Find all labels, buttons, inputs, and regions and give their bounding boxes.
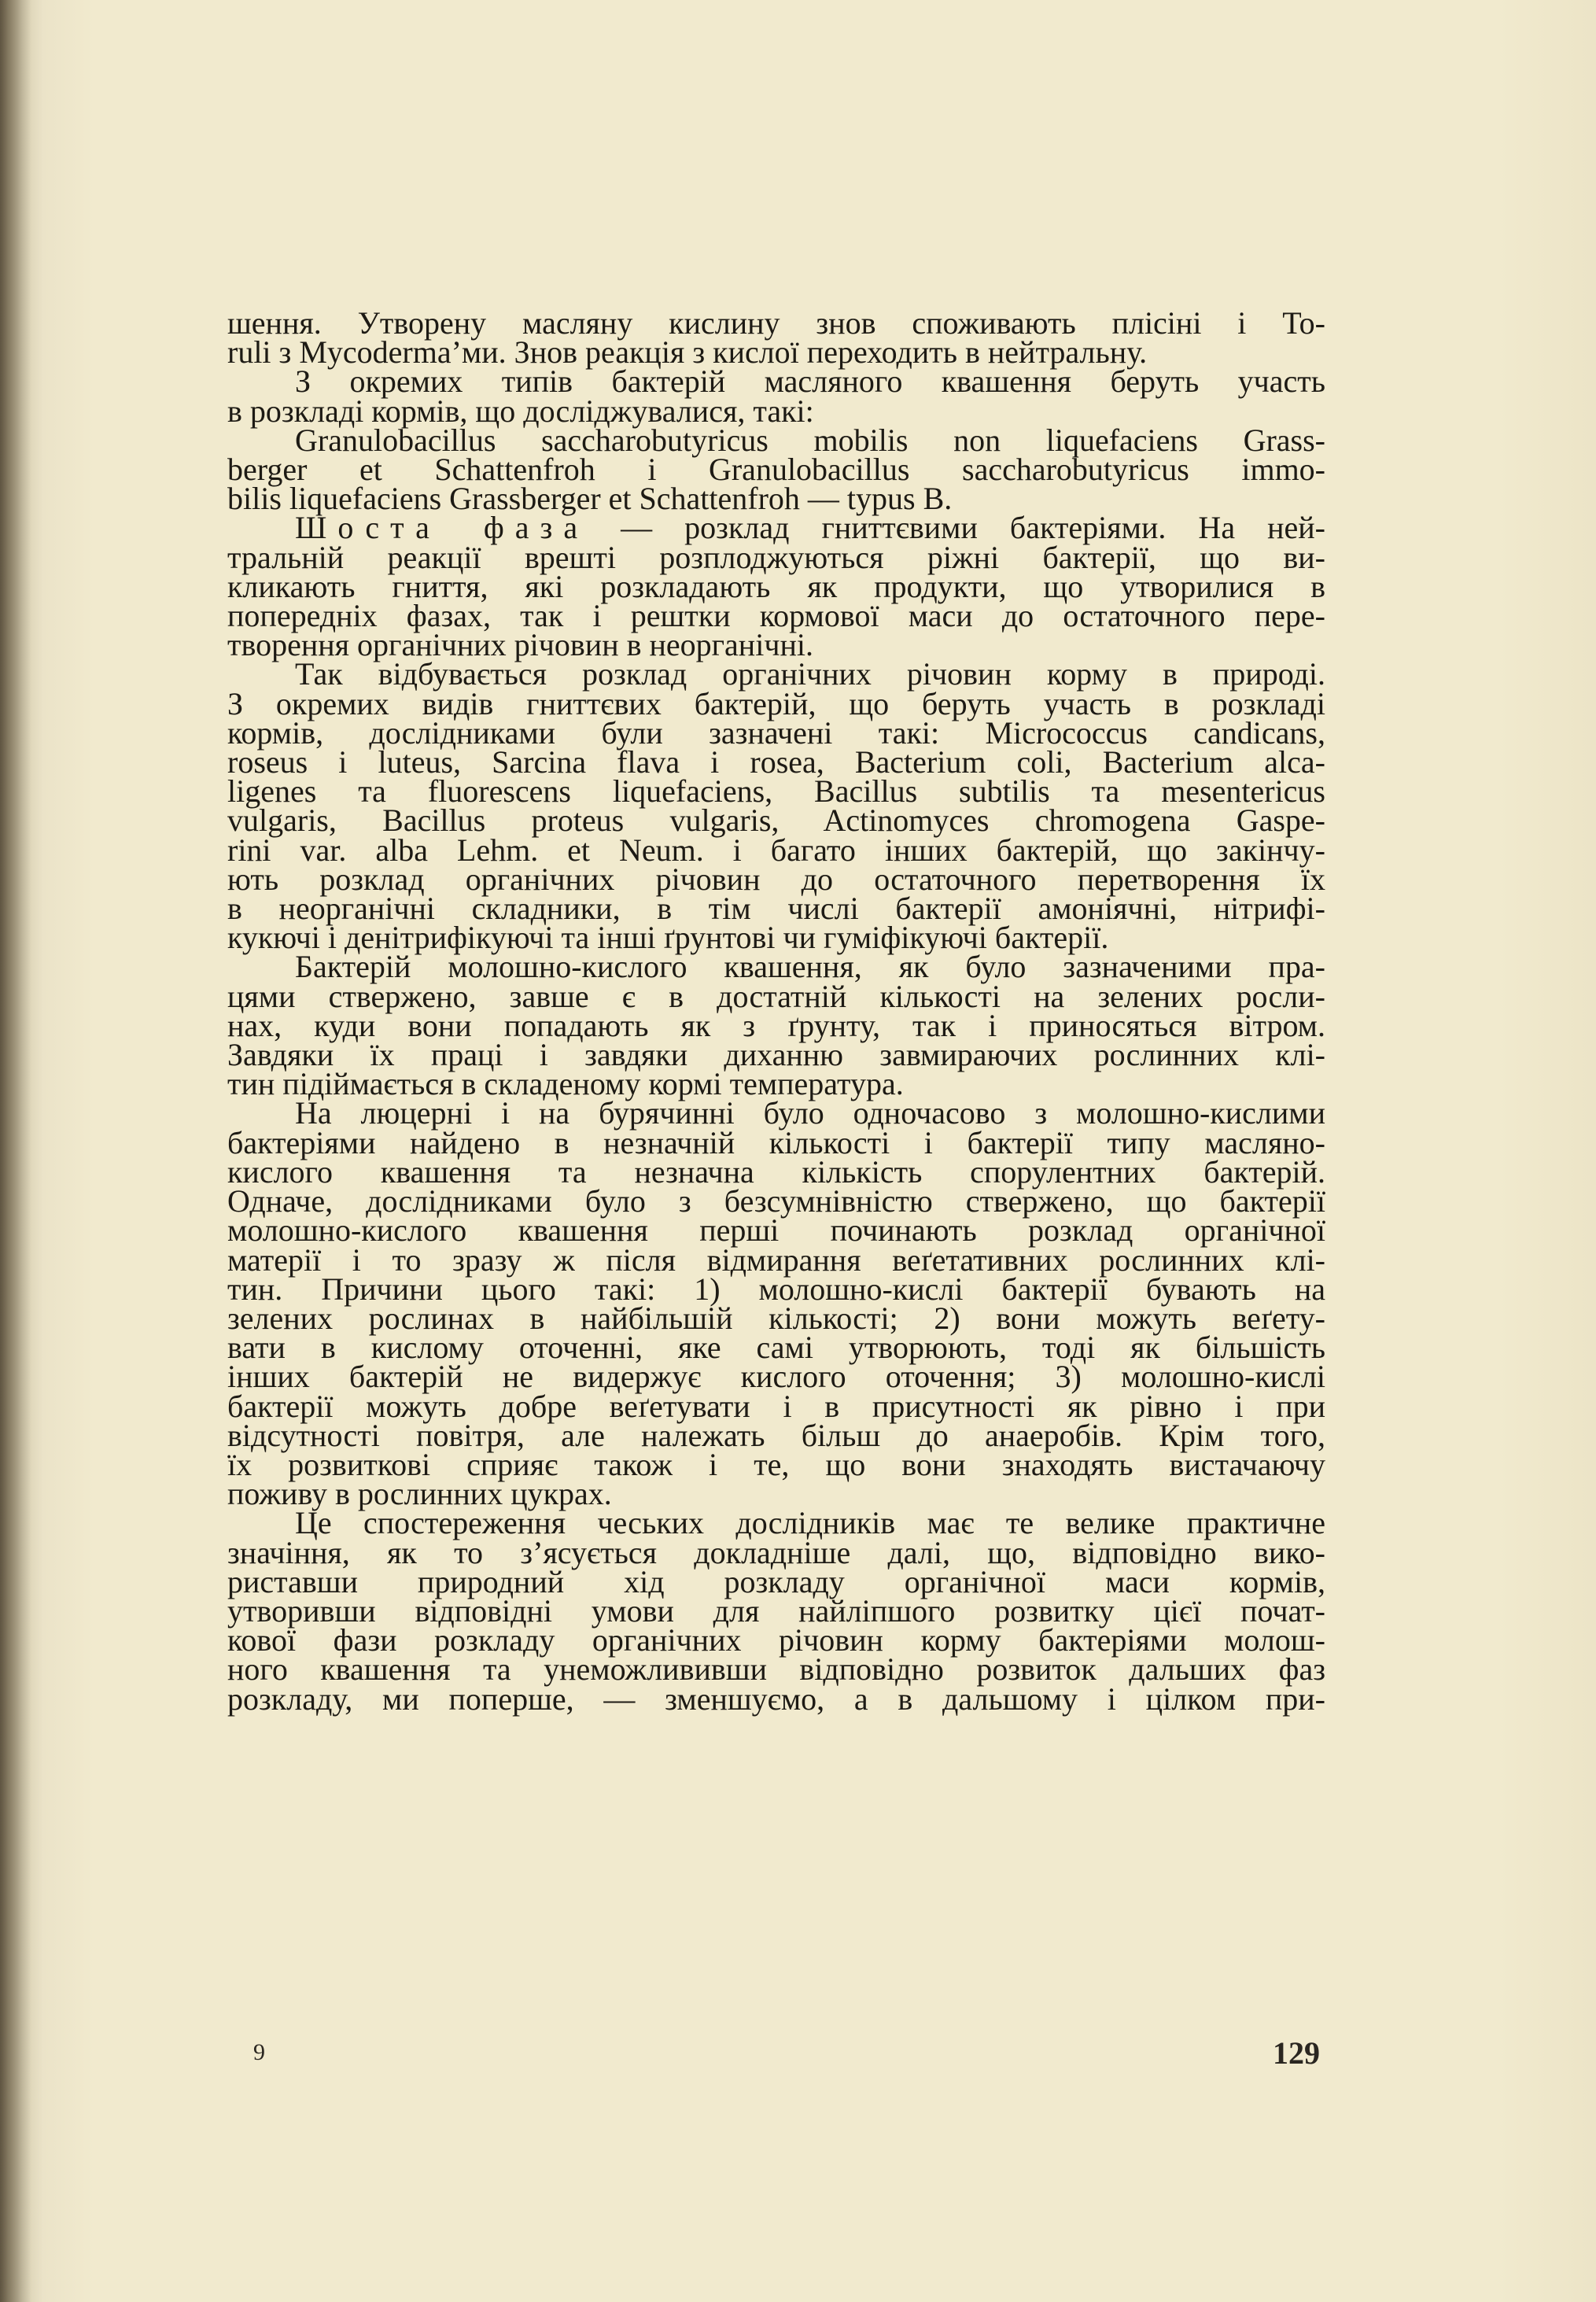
text-line: ють розклад органічних річовин до остаточного перетворення їх xyxy=(227,861,1325,897)
text-line: bilis liquefaciens Grassberger et Schattenfroh — typus B. xyxy=(227,481,953,517)
text-line: інших бактерій не видержує кислого оточення; 3) молошно-кислі xyxy=(227,1359,1325,1395)
text-line: в неорганічні складники, в тім числі бактерії амоніячні, нітрифі- xyxy=(227,891,1325,927)
text-line: ного квашення та унеможлививши відповідно розвиток дальших фаз xyxy=(227,1651,1325,1688)
text-line xyxy=(227,510,1325,546)
paragraph xyxy=(227,656,1325,956)
text-line: Одначе, дослідниками було з безсумнівністю ствержено, що бактерії xyxy=(227,1183,1325,1219)
text-line: ruli з Mycoderma’ми. Знов реакція з кислої переходить в нейтральну. xyxy=(227,334,1148,371)
text-line: зелених рослинах в найбільшій кількості; 2) вони можуть веґету- xyxy=(227,1300,1325,1336)
text-line: Це спостереження чеських дослідників має те велике практичне xyxy=(295,1505,1325,1541)
page-number: 129 xyxy=(1273,2035,1320,2071)
text-line: значіння, як то з’ясується докладніше далі, що, відповідно вико- xyxy=(227,1534,1325,1570)
paragraph xyxy=(227,422,1325,517)
text-line: поживу в рослинних цукрах. xyxy=(227,1476,612,1512)
text-line: кликають гниття, які розкладають як продукти, що утворилися в xyxy=(227,568,1325,604)
text-line: ligenes та fluorescens liquefaciens, Bacillus subtilis та mesentericus xyxy=(227,773,1325,810)
text-line: rini var. alba Lehm. et Neum. і багато інших бактерій, що закінчу- xyxy=(227,832,1325,868)
text-line: вати в кислому оточенні, яке самі утворюють, тоді як більшість xyxy=(227,1330,1325,1366)
text-fragment: — розклад гниттєвими бактеріями. На ней- xyxy=(621,510,1325,546)
paragraph xyxy=(227,1505,1325,1717)
text-line: попередніх фазах, так і рештки кормової маси до остаточного пере- xyxy=(227,598,1325,634)
text-line: молошно-кислого квашення перші починають розклад органічної xyxy=(227,1212,1325,1249)
paragraph xyxy=(227,510,1325,663)
text-line: утворивши відповідні умови для найліпшого розвитку цієї почат- xyxy=(227,1592,1325,1629)
text-line: З окремих типів бактерій масляного квашення беруть участь xyxy=(295,363,1325,400)
text-line: в розкладі кормів, що досліджувалися, такі: xyxy=(227,393,814,429)
text-line: На люцерні і на бурячинні було одночасово з молошно-кислими xyxy=(295,1095,1325,1131)
text-line: їх розвиткові сприяє також і те, що вони знаходять вистачаючу xyxy=(227,1446,1325,1482)
text-line: кукючі і денітрифікуючі та інші ґрунтові чи гуміфікуючі бактерії. xyxy=(227,920,1109,956)
text-line: тин підіймається в складеному кормі температура. xyxy=(227,1066,904,1102)
text-line: Granulobacillus saccharobutyricus mobilis non liquefaciens Grass- xyxy=(295,422,1325,458)
text-line: кормів, дослідниками були зазначені такі: Micrococcus candicans, xyxy=(227,714,1325,751)
text-line: творення органічних річовин в неорганічні. xyxy=(227,627,813,663)
page-footer xyxy=(0,2035,1596,2071)
text-line: berger et Schattenfroh i Granulobacillus saccharobutyricus immo- xyxy=(227,452,1325,488)
text-line: матерії і то зразу ж після відмирання веґетативних рослинних клі- xyxy=(227,1241,1325,1278)
paragraph xyxy=(227,305,1325,371)
spine-shadow xyxy=(0,0,31,2302)
text-line: Так відбувається розклад органічних річовин корму в природі. xyxy=(295,656,1325,692)
paragraph xyxy=(227,363,1325,429)
text-line: нах, куди вони попадають як з ґрунту, так і приносяться вітром. xyxy=(227,1007,1325,1043)
text-line: тральній реакції врешті розплоджуються ріжні бактерії, що ви- xyxy=(227,539,1325,575)
text-line: бактерії можуть добре веґетувати і в присутності як рівно і при xyxy=(227,1388,1325,1424)
signature-mark: 9 xyxy=(253,2039,265,2065)
text-line: З окремих видів гниттєвих бактерій, що беруть участь в розкладі xyxy=(227,685,1325,721)
paragraph xyxy=(227,949,1325,1102)
text-line: Бактерій молошно-кислого квашення, як було зазначеними пра- xyxy=(295,949,1325,985)
text-line: vulgaris, Bacillus proteus vulgaris, Actinomyces chromogena Gaspe- xyxy=(227,802,1325,839)
text-line: бактеріями найдено в незначній кількості і бактерії типу масляно- xyxy=(227,1124,1325,1160)
text-line: roseus i luteus, Sarcina flava i rosea, Bacterium coli, Bacterium alca- xyxy=(227,744,1325,780)
text-line: тин. Причини цього такі: 1) молошно-кислі бактерії бувають на xyxy=(227,1271,1325,1307)
text-line: кової фази розкладу органічних річовин корму бактеріями молош- xyxy=(227,1622,1325,1658)
text-line: розкладу, ми поперше, — зменшуємо, а в дальшому і цілком при- xyxy=(227,1680,1325,1717)
text-line: риставши природний хід розкладу органічної маси кормів, xyxy=(227,1563,1325,1599)
text-line: цями ствержено, завше є в достатній кількості на зелених росли- xyxy=(227,978,1325,1014)
paragraph xyxy=(227,1095,1325,1512)
body-text xyxy=(227,305,1325,1717)
section-lead: Шоста фаза xyxy=(295,510,589,546)
text-line: кислого квашення та незначна кількість спорулентних бактерій. xyxy=(227,1153,1325,1190)
text-line: шення. Утворену масляну кислину знов споживають плісіні і То- xyxy=(227,305,1325,341)
text-line: відсутності повітря, але належать більш до анаеробів. Крім того, xyxy=(227,1417,1325,1453)
text-line: Завдяки їх праці і завдяки диханню завмираючих рослинних клі- xyxy=(227,1037,1325,1073)
